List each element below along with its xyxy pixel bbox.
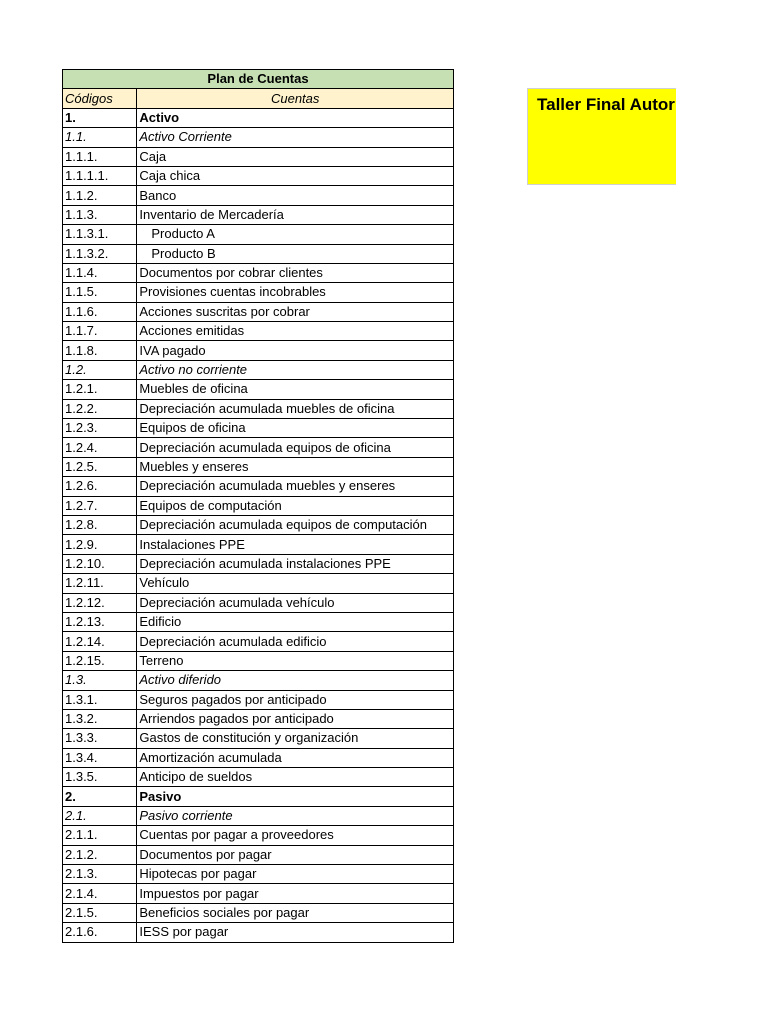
table-row <box>63 651 454 670</box>
account-name-cell[interactable]: Muebles de oficina <box>137 380 454 399</box>
table-row <box>63 554 454 573</box>
account-code-cell[interactable]: 1.2.8. <box>63 515 137 534</box>
account-code-cell[interactable]: 1.1. <box>63 128 137 147</box>
account-name-cell[interactable]: Depreciación acumulada vehículo <box>137 593 454 612</box>
account-name-cell[interactable]: Depreciación acumulada edificio <box>137 632 454 651</box>
account-code-cell[interactable]: 2.1.1. <box>63 826 137 845</box>
account-code-cell[interactable]: 1.2.1. <box>63 380 137 399</box>
table-row <box>63 671 454 690</box>
table-row <box>63 806 454 825</box>
account-name-cell[interactable]: Vehículo <box>137 574 454 593</box>
account-code-cell[interactable]: 2.1.4. <box>63 884 137 903</box>
table-row <box>63 690 454 709</box>
table-row <box>63 283 454 302</box>
table-row <box>63 826 454 845</box>
account-code-cell[interactable]: 2. <box>63 787 137 806</box>
table-row <box>63 457 454 476</box>
account-name-cell[interactable]: Terreno <box>137 651 454 670</box>
account-name-cell[interactable]: Activo Corriente <box>137 128 454 147</box>
account-name-cell[interactable]: Activo diferido <box>137 671 454 690</box>
account-code-cell[interactable]: 1.2.4. <box>63 438 137 457</box>
chart-of-accounts-table <box>62 69 454 943</box>
table-row <box>63 884 454 903</box>
table-row <box>63 768 454 787</box>
table-row <box>63 166 454 185</box>
account-code-cell[interactable]: 1. <box>63 108 137 127</box>
account-code-cell[interactable]: 1.2.12. <box>63 593 137 612</box>
account-name-cell[interactable]: Caja chica <box>137 166 454 185</box>
account-code-cell[interactable]: 1.3.5. <box>63 768 137 787</box>
table-row <box>63 302 454 321</box>
table-header-row <box>63 89 454 108</box>
account-name-cell[interactable]: Depreciación acumulada equipos de oficina <box>137 438 454 457</box>
account-name-cell[interactable]: Activo <box>137 108 454 127</box>
account-name-cell[interactable]: Depreciación acumulada instalaciones PPE <box>137 554 454 573</box>
account-code-cell[interactable]: 1.3.4. <box>63 748 137 767</box>
table-row <box>63 108 454 127</box>
table-row <box>63 535 454 554</box>
account-name-cell[interactable]: Acciones emitidas <box>137 322 454 341</box>
account-code-cell[interactable]: 1.2.3. <box>63 419 137 438</box>
account-name-cell[interactable]: Depreciación acumulada muebles de oficina <box>137 399 454 418</box>
table-row <box>63 612 454 631</box>
account-name-cell[interactable]: Hipotecas por pagar <box>137 865 454 884</box>
account-code-cell[interactable]: 1.3.3. <box>63 729 137 748</box>
account-name-cell[interactable]: Anticipo de sueldos <box>137 768 454 787</box>
account-code-cell[interactable]: 1.1.8. <box>63 341 137 360</box>
account-code-cell[interactable]: 1.2.13. <box>63 612 137 631</box>
table-row <box>63 380 454 399</box>
table-row <box>63 845 454 864</box>
account-name-cell[interactable]: Producto A <box>137 225 454 244</box>
account-code-cell[interactable]: 1.1.2. <box>63 186 137 205</box>
account-code-cell[interactable]: 1.2.2. <box>63 399 137 418</box>
account-code-cell[interactable]: 1.1.3. <box>63 205 137 224</box>
table-title-row <box>63 70 454 89</box>
table-row <box>63 322 454 341</box>
account-name-cell[interactable]: Documentos por cobrar clientes <box>137 263 454 282</box>
account-code-cell[interactable]: 1.3.1. <box>63 690 137 709</box>
table-row <box>63 419 454 438</box>
account-code-cell[interactable]: 1.2. <box>63 360 137 379</box>
account-code-cell[interactable]: 1.1.5. <box>63 283 137 302</box>
account-name-cell[interactable]: Gastos de constitución y organización <box>137 729 454 748</box>
table-row <box>63 128 454 147</box>
account-code-cell[interactable]: 2.1.5. <box>63 903 137 922</box>
table-row <box>63 263 454 282</box>
account-name-cell[interactable]: Inventario de Mercadería <box>137 205 454 224</box>
account-code-cell[interactable]: 1.1.7. <box>63 322 137 341</box>
table-row <box>63 360 454 379</box>
title-box-text: Taller Final Autor <box>537 95 675 114</box>
account-name-cell[interactable]: Acciones suscritas por cobrar <box>137 302 454 321</box>
table-row <box>63 865 454 884</box>
table-row <box>63 399 454 418</box>
table-row <box>63 244 454 263</box>
account-code-cell[interactable]: 2.1.3. <box>63 865 137 884</box>
account-name-cell[interactable]: Banco <box>137 186 454 205</box>
table-row <box>63 729 454 748</box>
table-row <box>63 477 454 496</box>
table-row <box>63 186 454 205</box>
account-code-cell[interactable]: 1.3. <box>63 671 137 690</box>
account-code-cell[interactable]: 2.1. <box>63 806 137 825</box>
account-name-cell[interactable]: Depreciación acumulada muebles y enseres <box>137 477 454 496</box>
account-name-cell[interactable]: Edificio <box>137 612 454 631</box>
account-code-cell[interactable]: 1.1.4. <box>63 263 137 282</box>
table-row <box>63 574 454 593</box>
column-header-codes[interactable]: Códigos <box>63 89 137 108</box>
account-name-cell[interactable]: Equipos de oficina <box>137 419 454 438</box>
account-code-cell[interactable]: 1.2.6. <box>63 477 137 496</box>
account-name-cell[interactable]: Caja <box>137 147 454 166</box>
account-code-cell[interactable]: 1.3.2. <box>63 709 137 728</box>
account-name-cell[interactable]: Provisiones cuentas incobrables <box>137 283 454 302</box>
account-name-cell[interactable]: Producto B <box>137 244 454 263</box>
table-row <box>63 205 454 224</box>
table-row <box>63 748 454 767</box>
account-code-cell[interactable]: 1.2.11. <box>63 574 137 593</box>
account-code-cell[interactable]: 1.2.10. <box>63 554 137 573</box>
account-code-cell[interactable]: 1.1.3.2. <box>63 244 137 263</box>
column-header-accounts[interactable]: Cuentas <box>137 89 454 108</box>
account-name-cell[interactable]: Documentos por pagar <box>137 845 454 864</box>
table-body <box>63 108 454 942</box>
table-row <box>63 515 454 534</box>
account-name-cell[interactable]: Seguros pagados por anticipado <box>137 690 454 709</box>
account-name-cell[interactable]: IVA pagado <box>137 341 454 360</box>
table-row <box>63 787 454 806</box>
account-code-cell[interactable]: 2.1.2. <box>63 845 137 864</box>
table-row <box>63 496 454 515</box>
table-title[interactable]: Plan de Cuentas <box>63 70 454 89</box>
table-row <box>63 709 454 728</box>
account-code-cell[interactable]: 1.1.1.1. <box>63 166 137 185</box>
account-name-cell[interactable]: Amortización acumulada <box>137 748 454 767</box>
account-name-cell[interactable]: IESS por pagar <box>137 923 454 942</box>
account-name-cell[interactable]: Activo no corriente <box>137 360 454 379</box>
table-row <box>63 632 454 651</box>
account-code-cell[interactable]: 1.1.3.1. <box>63 225 137 244</box>
table-row <box>63 147 454 166</box>
account-code-cell[interactable]: 1.1.6. <box>63 302 137 321</box>
account-code-cell[interactable]: 2.1.6. <box>63 923 137 942</box>
table-row <box>63 903 454 922</box>
account-name-cell[interactable]: Muebles y enseres <box>137 457 454 476</box>
account-name-cell[interactable]: Instalaciones PPE <box>137 535 454 554</box>
account-name-cell[interactable]: Beneficios sociales por pagar <box>137 903 454 922</box>
table-row <box>63 225 454 244</box>
account-code-cell[interactable]: 1.1.1. <box>63 147 137 166</box>
table-row <box>63 341 454 360</box>
account-name-cell[interactable]: Cuentas por pagar a proveedores <box>137 826 454 845</box>
account-name-cell[interactable]: Depreciación acumulada equipos de computación <box>137 515 454 534</box>
account-code-cell[interactable]: 1.2.7. <box>63 496 137 515</box>
title-box[interactable] <box>527 88 676 185</box>
account-name-cell[interactable]: Impuestos por pagar <box>137 884 454 903</box>
account-code-cell[interactable]: 1.2.14. <box>63 632 137 651</box>
account-name-cell[interactable]: Equipos de computación <box>137 496 454 515</box>
account-code-cell[interactable]: 1.2.9. <box>63 535 137 554</box>
table-row <box>63 593 454 612</box>
account-name-cell[interactable]: Pasivo corriente <box>137 806 454 825</box>
table-row <box>63 923 454 942</box>
account-code-cell[interactable]: 1.2.15. <box>63 651 137 670</box>
account-name-cell[interactable]: Pasivo <box>137 787 454 806</box>
account-name-cell[interactable]: Arriendos pagados por anticipado <box>137 709 454 728</box>
account-code-cell[interactable]: 1.2.5. <box>63 457 137 476</box>
table-row <box>63 438 454 457</box>
